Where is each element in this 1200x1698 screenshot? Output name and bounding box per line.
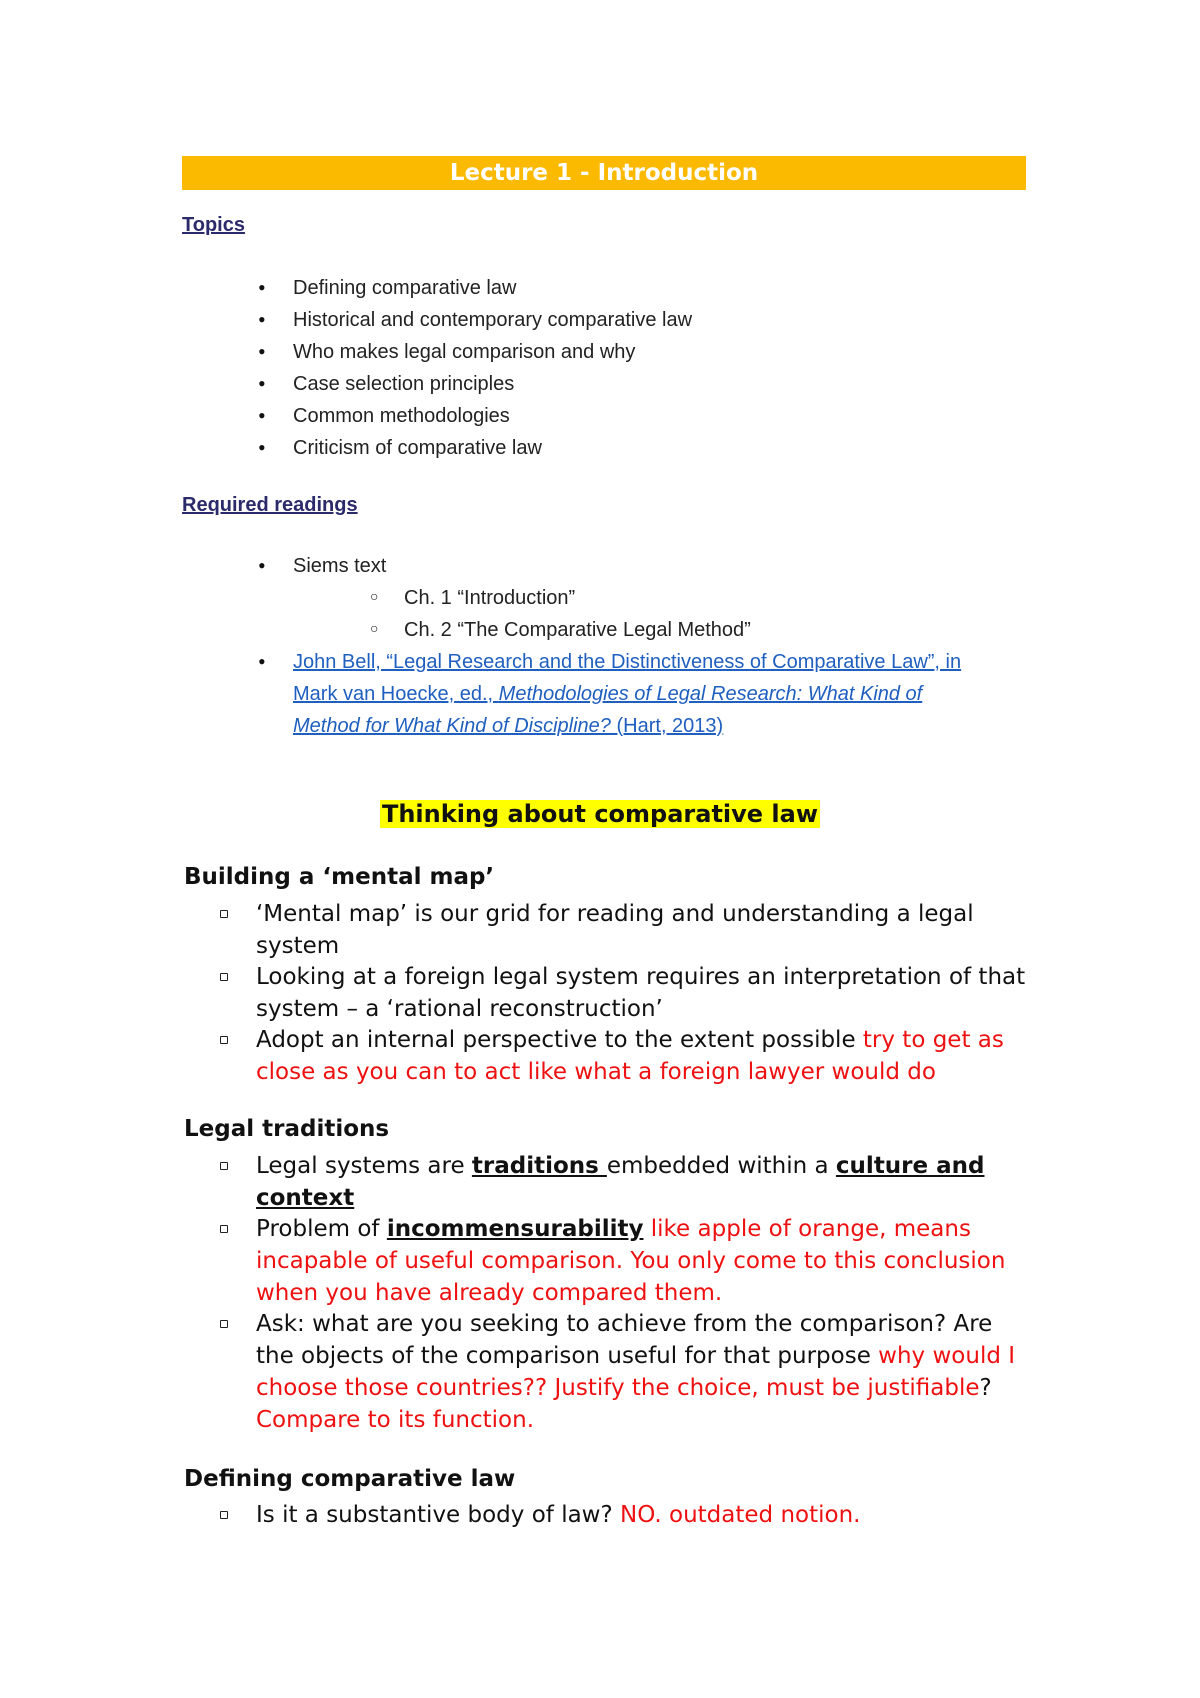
readings-heading: Required readings [182, 494, 358, 516]
traditions-heading: Legal traditions [184, 1116, 390, 1142]
square-bullet-icon [220, 973, 228, 981]
defining-heading: Defining comparative law [184, 1466, 516, 1492]
circle-bullet-icon: ○ [370, 622, 379, 637]
bullet-icon: • [258, 553, 266, 578]
bell-reading-link[interactable]: John Bell, “Legal Research and the Distinctiveness of Comparative Law”, in [293, 651, 962, 673]
circle-bullet-icon: ○ [370, 590, 379, 605]
bullet-icon: • [258, 403, 266, 428]
note-text: Compare to its function. [256, 1407, 535, 1433]
note-text: NO. outdated notion. [620, 1502, 861, 1528]
square-bullet-icon [220, 1320, 228, 1328]
bell-reading-link-line2[interactable]: Mark van Hoecke, ed., Methodologies of Legal Research: What Kind of [293, 683, 923, 705]
document-page: Lecture 1 - Introduction Topics • Defining comparative law • Historical and contemporary comparative law • Who makes legal comparison and why • Case selection principles • Common methodologies • Criticism of comparative law Required readings • Siems text ○ Ch. 1 “Introduction” ○ Ch. 2 “The Comparative Legal Method” • John Bell, “Legal Research and the Distinctiveness of Comparative Law”, in Mark van Hoecke, ed., Methodologies of Legal Research: What Kind of Method for What Kind of Discipline? (Hart, 2013) Thinking about comparative law Building a ‘mental map’ ‘Mental map’ is our grid for reading and understanding a legal system Looking at a foreign legal system requires an interpretation of that system – a ‘rational reconstruction’ Adopt an internal perspective to the extent possible try to get as close as you can to act like what a foreign lawyer would do Legal traditions Legal systems are traditions embedded within a culture and context Problem of incommensurability like apple of orange, means incapable of useful comparison. You only come to this conclusion when you have already compared them. Ask: what are you seeking to achieve from the comparison? Are the objects of the comparison useful for that purpose why would I choose those countries?? Justify the choice, must be justifiable? Compare to its function. Defining comparative law Is it a substantive body of law? NO. outdated notion. [0, 0, 1200, 1698]
note-text: like apple of orange, means incapable of useful comparison. You only come to this conclusion when you have already compared them. [256, 1216, 1006, 1306]
square-bullet-icon [220, 910, 228, 918]
square-bullet-icon [220, 1036, 228, 1044]
note-text: try to get as close as you can to act like what a foreign lawyer would do [256, 1027, 1004, 1085]
section-title: Thinking about comparative law [381, 800, 819, 828]
square-bullet-icon [220, 1162, 228, 1170]
bullet-icon: • [258, 275, 266, 300]
note-text: why would I choose those countries?? Justify the choice, must be justifiable [256, 1343, 1016, 1401]
mental-map-heading: Building a ‘mental map’ [184, 864, 495, 890]
bullet-icon: • [258, 339, 266, 364]
lecture-title: Lecture 1 - Introduction [182, 156, 1026, 190]
bullet-icon: • [258, 435, 266, 460]
topics-heading: Topics [182, 214, 245, 236]
square-bullet-icon [220, 1225, 228, 1233]
bullet-icon: • [258, 307, 266, 332]
bullet-icon: • [258, 371, 266, 396]
square-bullet-icon [220, 1511, 228, 1519]
bell-reading-link-line3[interactable]: Method for What Kind of Discipline? (Hart, 2013) [293, 715, 724, 737]
bullet-icon: • [258, 649, 266, 674]
